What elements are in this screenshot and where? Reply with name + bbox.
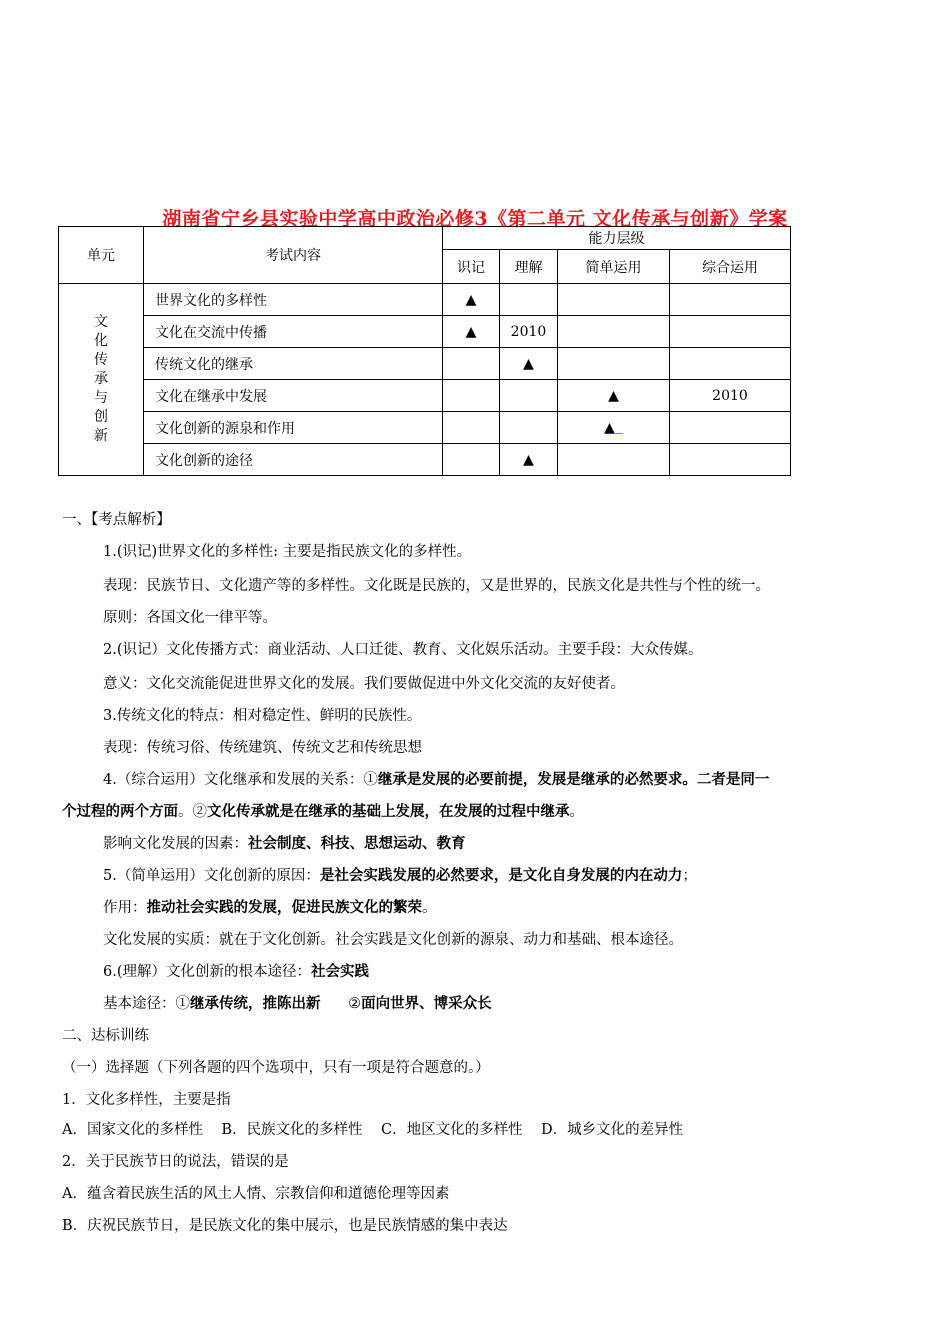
paragraph: （一）选择题（下列各题的四个选项中，只有一项是符合题意的。）	[62, 1060, 490, 1076]
paragraph: 4.（综合运用）文化继承和发展的关系：①继承是发展的必要前提，发展是继承的必然要求。二者是同一	[103, 771, 770, 788]
header-level-1: 识记	[443, 250, 500, 284]
row-level-3: ▲	[558, 380, 670, 412]
row-level-2: 2010	[500, 316, 558, 348]
row-level-3	[558, 444, 670, 476]
row-level-1	[443, 444, 500, 476]
row-level-2	[500, 412, 558, 444]
paragraph: 6.(理解）文化创新的根本途径：社会实践	[103, 963, 369, 980]
row-content: 文化创新的途径	[144, 444, 443, 476]
row-level-4	[670, 316, 791, 348]
row-content: 文化创新的源泉和作用	[144, 412, 443, 444]
header-level-2: 理解	[500, 250, 558, 284]
paragraph: 作用：推动社会实践的发展，促进民族文化的繁荣。	[103, 899, 437, 916]
question: 2．关于民族节日的说法，错误的是	[62, 1154, 289, 1170]
row-level-1: ▲	[443, 284, 500, 316]
row-level-4	[670, 444, 791, 476]
row-level-2	[500, 380, 558, 412]
row-level-1	[443, 380, 500, 412]
question-options: A．国家文化的多样性 B．民族文化的多样性 C．地区文化的多样性 D．城乡文化的差异性	[62, 1122, 684, 1138]
header-ability: 能力层级	[443, 227, 791, 250]
row-level-3	[558, 348, 670, 380]
header-level-3: 简单运用	[558, 250, 670, 284]
page-title: 湖南省宁乡县实验中学高中政治必修3《第二单元 文化传承与创新》学案	[162, 208, 788, 230]
question: 1．文化多样性，主要是指	[62, 1092, 231, 1108]
paragraph: 1.(识记)世界文化的多样性: 主要是指民族文化的多样性。	[103, 544, 472, 560]
paragraph: 文化发展的实质：就在于文化创新。社会实践是文化创新的源泉、动力和基础、根本途径。	[103, 932, 683, 948]
row-level-4	[670, 284, 791, 316]
row-level-1: ▲	[443, 316, 500, 348]
row-level-4	[670, 412, 791, 444]
row-level-3	[558, 412, 670, 444]
question-option: B．庆祝民族节日，是民族文化的集中展示，也是民族情感的集中表达	[62, 1218, 508, 1234]
triangle-mark: ▲	[604, 419, 615, 436]
paragraph: 表现：民族节日、文化遗产等的多样性。文化既是民族的，又是世界的，民族文化是共性与个性的统一。	[103, 578, 770, 594]
paragraph: 意义：文化交流能促进世界文化的发展。我们要做促进中外文化交流的友好使者。	[103, 676, 625, 692]
paragraph: 影响文化发展的因素：社会制度、科技、思想运动、教育	[103, 835, 466, 852]
question-option: A．蕴含着民族生活的风土人情、宗教信仰和道德伦理等因素	[62, 1186, 450, 1202]
section-heading: 二、达标训练	[62, 1028, 149, 1044]
exam-outline-table	[58, 226, 791, 476]
row-level-2: ▲	[500, 444, 558, 476]
paragraph: 表现：传统习俗、传统建筑、传统文艺和传统思想	[103, 740, 422, 756]
row-content: 传统文化的继承	[144, 348, 443, 380]
section-heading: 一、【考点解析】	[62, 512, 171, 528]
row-level-3	[558, 284, 670, 316]
row-level-4	[670, 348, 791, 380]
row-content: 文化在交流中传播	[144, 316, 443, 348]
row-level-3	[558, 316, 670, 348]
row-level-4: 2010	[670, 380, 791, 412]
paragraph: 5.（简单运用）文化创新的原因：是社会实践发展的必然要求，是文化自身发展的内在动力；	[103, 867, 697, 884]
paragraph: 个过程的两个方面。②文化传承就是在继承的基础上发展，在发展的过程中继承。	[62, 803, 584, 820]
paragraph: 3.传统文化的特点：相对稳定性、鲜明的民族性。	[103, 708, 422, 724]
row-level-1	[443, 348, 500, 380]
underline-mark	[615, 433, 623, 434]
row-level-1	[443, 412, 500, 444]
unit-cell: 文 化 传 承 与 创 新	[59, 284, 144, 476]
row-level-2: ▲	[500, 348, 558, 380]
header-level-4: 综合运用	[670, 250, 791, 284]
header-content: 考试内容	[144, 227, 443, 284]
row-content: 世界文化的多样性	[144, 284, 443, 316]
row-content: 文化在继承中发展	[144, 380, 443, 412]
paragraph: 基本途径：①继承传统，推陈出新 ②面向世界、博采众长	[103, 995, 492, 1012]
header-unit: 单元	[59, 227, 144, 284]
paragraph: 原则：各国文化一律平等。	[103, 610, 277, 626]
row-level-2	[500, 284, 558, 316]
paragraph: 2.(识记）文化传播方式：商业活动、人口迁徙、教育、文化娱乐活动。主要手段：大众传媒。	[103, 642, 703, 658]
